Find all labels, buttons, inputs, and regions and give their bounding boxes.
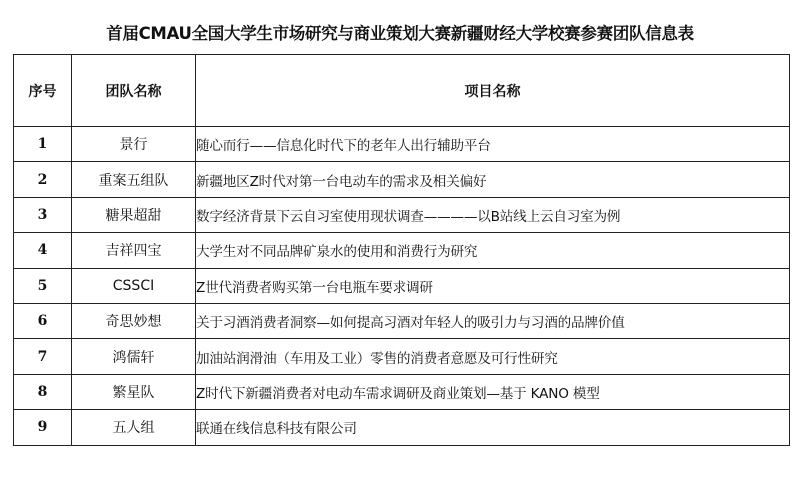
- table-header-row: [14, 55, 790, 127]
- table-row: [14, 374, 790, 409]
- row-project-name: 加油站润滑油（车用及工业）零售的消费者意愿及可行性研究: [196, 339, 790, 374]
- row-team-name: 繁星队: [72, 374, 196, 409]
- row-project-name: 数字经济背景下云自习室使用现状调查————以B站线上云自习室为例: [196, 197, 790, 232]
- document-title: 首届CMAU全国大学生市场研究与商业策划大赛新疆财经大学校赛参赛团队信息表: [106, 24, 694, 43]
- row-team-name: 五人组: [72, 410, 196, 445]
- table-row: [14, 339, 790, 374]
- row-index: 8: [14, 374, 72, 409]
- row-index: 4: [14, 233, 72, 268]
- header-index: 序号: [14, 55, 72, 127]
- table-row: [14, 268, 790, 303]
- team-info-table: [13, 54, 790, 446]
- row-project-name: Z时代下新疆消费者对电动车需求调研及商业策划—基于 KANO 模型: [196, 374, 790, 409]
- row-index: 2: [14, 162, 72, 197]
- row-project-name: 关于习酒消费者洞察—如何提高习酒对年轻人的吸引力与习酒的品牌价值: [196, 303, 790, 338]
- header-project-name: 项目名称: [196, 55, 790, 127]
- row-team-name: 景行: [72, 127, 196, 162]
- table-row: [14, 410, 790, 445]
- row-project-name: Z世代消费者购买第一台电瓶车要求调研: [196, 268, 790, 303]
- row-index: 5: [14, 268, 72, 303]
- row-team-name: 重案五组队: [72, 162, 196, 197]
- table-row: [14, 303, 790, 338]
- row-index: 7: [14, 339, 72, 374]
- row-project-name: 联通在线信息科技有限公司: [196, 410, 790, 445]
- table-row: [14, 162, 790, 197]
- row-index: 6: [14, 303, 72, 338]
- row-team-name: 奇思妙想: [72, 303, 196, 338]
- header-team-name: 团队名称: [72, 55, 196, 127]
- row-project-name: 大学生对不同品牌矿泉水的使用和消费行为研究: [196, 233, 790, 268]
- row-index: 1: [14, 127, 72, 162]
- row-team-name: 鸿儒轩: [72, 339, 196, 374]
- row-project-name: 新疆地区Z时代对第一台电动车的需求及相关偏好: [196, 162, 790, 197]
- table-row: [14, 127, 790, 162]
- row-index: 3: [14, 197, 72, 232]
- row-project-name: 随心而行——信息化时代下的老年人出行辅助平台: [196, 127, 790, 162]
- row-team-name: 糖果超甜: [72, 197, 196, 232]
- table-row: [14, 233, 790, 268]
- row-team-name: 吉祥四宝: [72, 233, 196, 268]
- row-index: 9: [14, 410, 72, 445]
- table-row: [14, 197, 790, 232]
- row-team-name: CSSCI: [72, 268, 196, 303]
